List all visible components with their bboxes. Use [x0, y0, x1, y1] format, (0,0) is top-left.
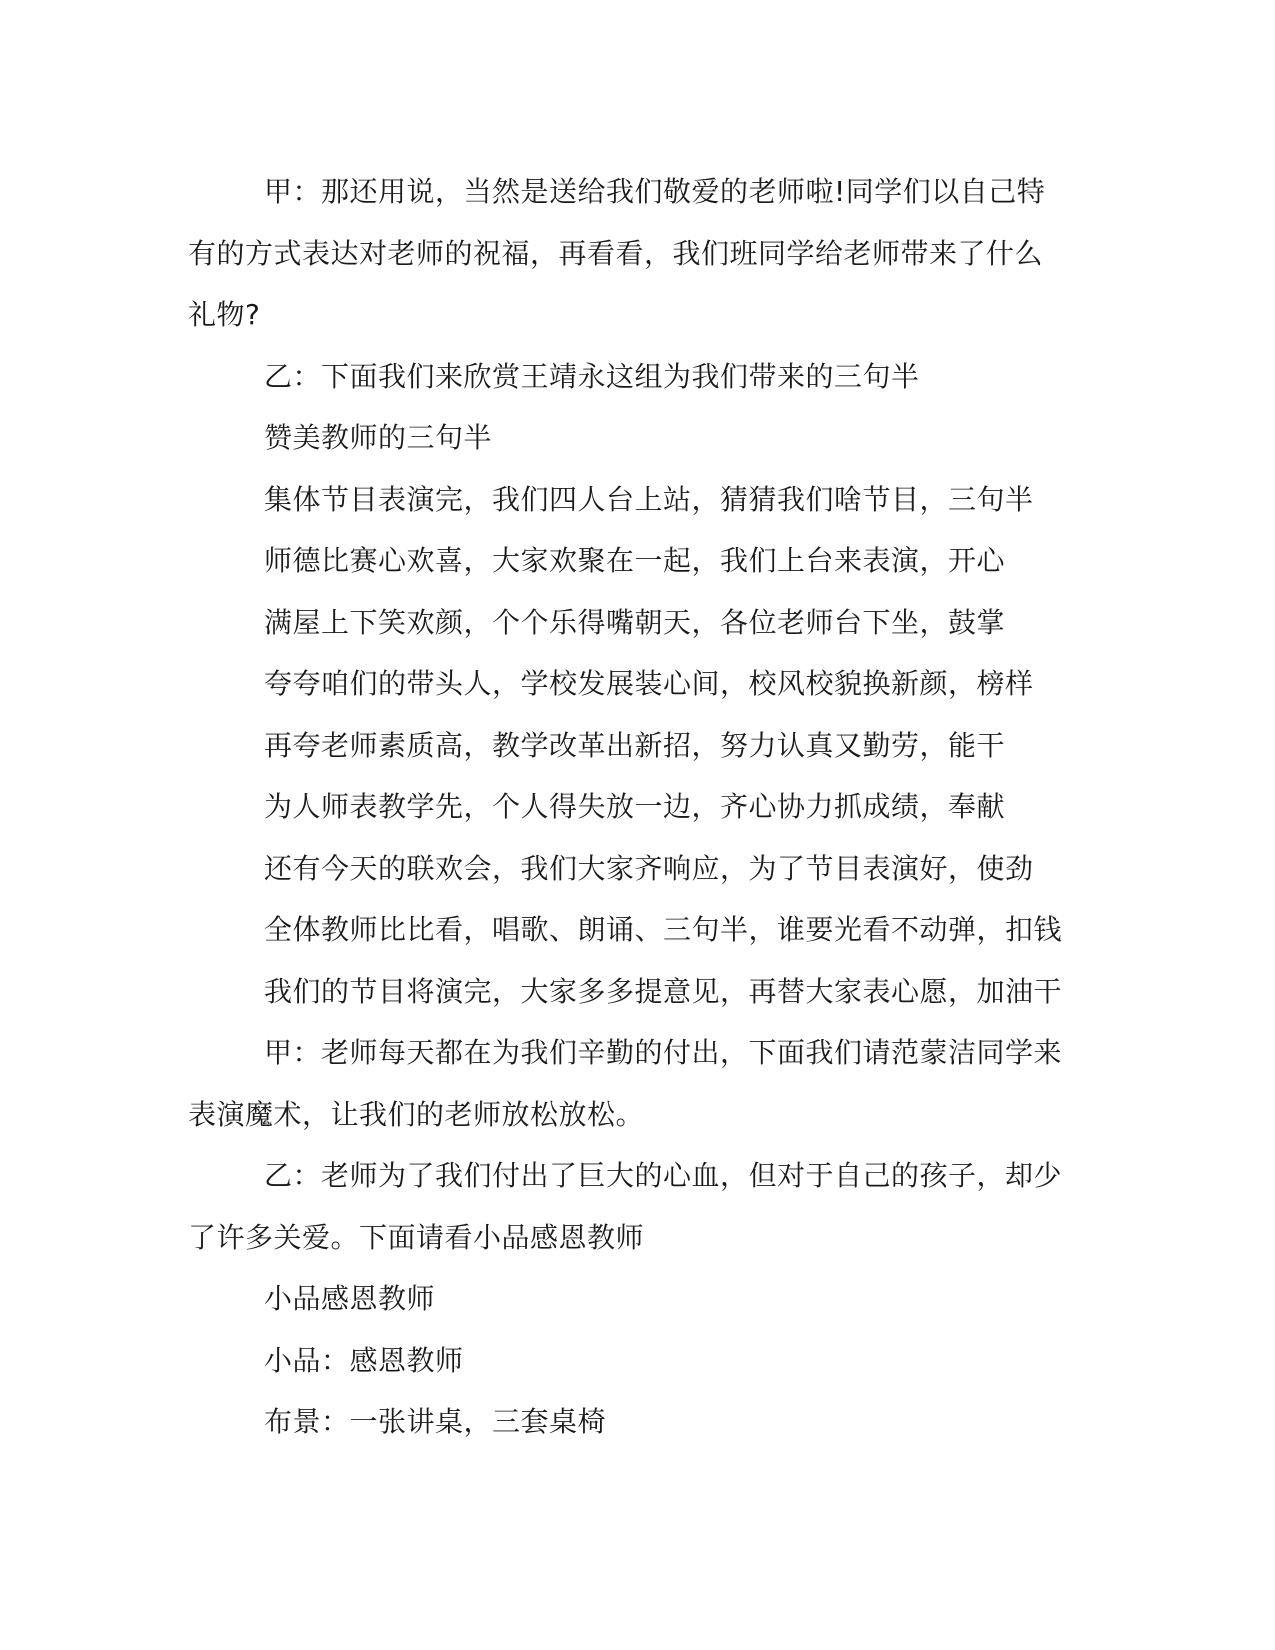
paragraph: 集体节目表演完，我们四人台上站，猜猜我们啥节目，三句半	[264, 482, 1034, 516]
paragraph: 全体教师比比看，唱歌、朗诵、三句半，谁要光看不动弹，扣钱	[264, 913, 1063, 946]
paragraph: 布景：一张讲桌，三套桌椅	[264, 1405, 607, 1438]
paragraph: 我们的节目将演完，大家多多提意见，再替大家表心愿，加油干	[264, 974, 1063, 1008]
paragraph: 再夸老师素质高，教学改革出新招，努力认真又勤劳，能干	[264, 728, 1006, 762]
paragraph: 乙：老师为了我们付出了巨大的心血，但对于自己的孩子，却少了许多关爱。下面请看小品感恩教师	[188, 1159, 1063, 1254]
paragraph: 赞美教师的三句半	[264, 421, 493, 454]
paragraph: 甲：老师每天都在为我们辛勤的付出，下面我们请范蒙洁同学来表演魔术，让我们的老师放松放松。	[188, 1036, 1063, 1131]
paragraph: 满屋上下笑欢颜，个个乐得嘴朝天，各位老师台下坐，鼓掌	[264, 605, 1006, 639]
paragraph: 甲：那还用说，当然是送给我们敬爱的老师啦!同学们以自己特有的方式表达对老师的祝福，再看看，我们班同学给老师带来了什么礼物?	[188, 175, 1046, 331]
paragraph: 还有今天的联欢会，我们大家齐响应，为了节目表演好，使劲	[264, 851, 1034, 885]
paragraph: 为人师表教学先，个人得失放一边，齐心协力抓成绩，奉献	[264, 790, 1006, 823]
paragraph: 师德比赛心欢喜，大家欢聚在一起，我们上台来表演，开心	[264, 544, 1006, 577]
paragraph: 夸夸咱们的带头人，学校发展装心间，校风校貌换新颜，榜样	[264, 667, 1034, 700]
document-body	[188, 161, 1068, 1453]
paragraph: 乙：下面我们来欣赏王靖永这组为我们带来的三句半	[264, 359, 920, 393]
paragraph: 小品感恩教师	[264, 1282, 436, 1315]
paragraph: 小品：感恩教师	[264, 1343, 464, 1377]
